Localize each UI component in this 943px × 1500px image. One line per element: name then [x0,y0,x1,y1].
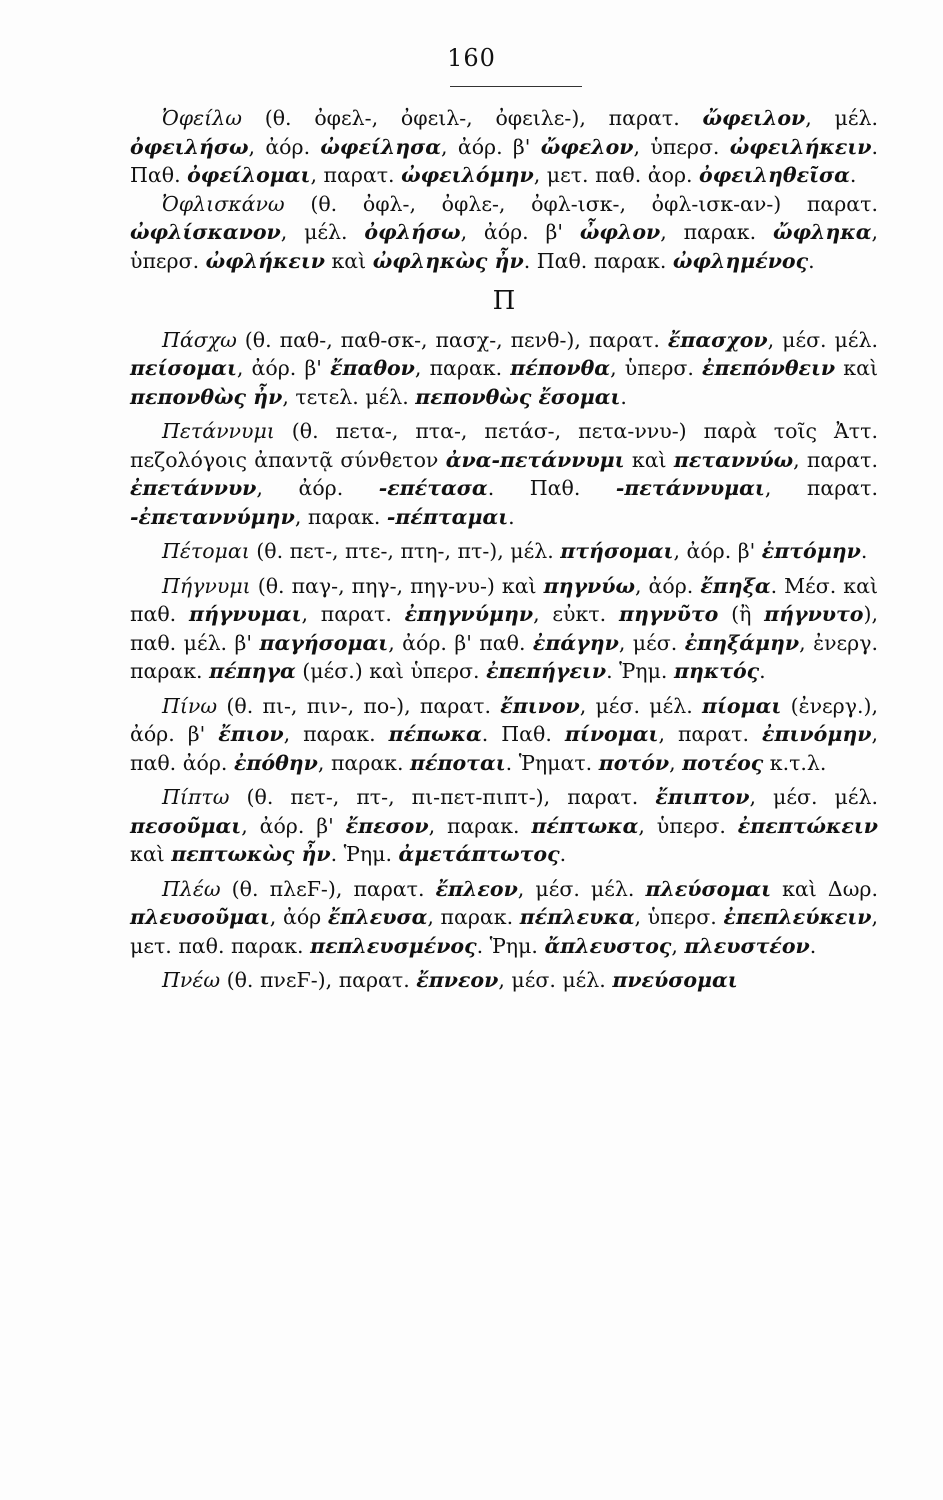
gloss-text: , ὑπερσ. [634,905,724,929]
gloss-text: , μέσ. μέλ. [579,693,702,718]
verb-form: ἔπνεον [416,968,499,992]
gloss-text: (ἐνεργ.), ἀόρ. β' [130,693,878,746]
verb-form: πηγνῦτο [618,602,719,626]
gloss-text: , μέσ. μέλ. [517,876,646,901]
verb-form: ἐπεπόνθειν [702,356,836,380]
verb-form: ἄπλευστος [544,933,672,958]
verb-form: ἐπεπήγειν [486,659,607,683]
headword: Πέτομαι [162,539,250,563]
verb-form: πέπτωκα [531,813,639,838]
gloss-text: κ.τ.λ. [763,750,827,775]
gloss-text: (θ. πνεϜ-), παρατ. [220,968,417,992]
verb-form: πεπλευσμένος [310,933,477,958]
gloss-text: (θ. πλεϜ-), παρατ. [220,876,436,901]
gloss-text: , ἀόρ. β' [673,539,762,563]
gloss-text: (θ. πετα-, πτα-, πετάσ-, πετα-ννυ-) παρὰ τοῖς Ἀττ. πεζολόγοις ἀπαντᾷ σύνθετον [130,419,878,472]
entry-pino [130,692,878,778]
gloss-text: (θ. πετ-, πτ-, πι-πετ-πιπτ-), παρατ. [229,785,656,809]
entry-petomai [130,537,878,566]
headword: Πίνω [162,693,218,718]
gloss-text: , ὑπερσ. [638,813,738,838]
verb-form: πέπονθα [510,356,611,380]
verb-form: ὠφλίσκανον [130,220,281,244]
headword: Πίπτω [162,785,230,809]
gloss-text: (θ. παγ-, πηγ-, πηγ-νυ-) καὶ [250,573,544,598]
gloss-text: , ἀόρ. β' [441,134,541,159]
gloss-text: , ἀόρ. β' παθ. [388,630,533,655]
gloss-text: , [669,750,683,775]
gloss-text: καὶ [835,356,878,380]
verb-form: ὠφειλήκειν [729,134,872,159]
gloss-text: . [759,659,766,683]
verb-form: ἔπαθον [330,356,415,380]
gloss-text: . Ῥημ. [476,933,545,958]
gloss-text: (θ. πι-, πιν-, πο-), παρατ. [217,693,501,718]
gloss-text: . [559,842,567,866]
gloss-text: , ἀόρ. [635,573,701,598]
verb-form: πεσοῦμαι [130,813,242,838]
gloss-text: , παρατ. [793,447,878,472]
gloss-text: , ἀόρ [269,905,328,929]
verb-form: πήγνυμαι [188,602,302,626]
gloss-text: , ἀόρ. [256,476,379,500]
verb-form: πείσομαι [130,356,237,380]
verb-form: ἐπηξάμην [684,630,800,655]
gloss-text: , μετ. παθ. ἀορ. [533,163,700,187]
verb-form: πίνομαι [564,722,659,746]
verb-form: ὠφειλόμην [401,163,534,187]
verb-form: ἐπηγνύμην [404,602,534,626]
gloss-text: , παρατ. [301,602,405,626]
verb-form: πλεύσομαι [645,876,772,901]
gloss-text: , [671,933,685,958]
verb-form: ὠφείλησα [320,134,442,159]
verb-form: ποτέος [682,750,764,775]
headword: Πλέω [162,876,221,901]
entry-ofeilo [130,104,878,190]
verb-form: πλευστέον [684,933,810,958]
verb-form: ἐπινόμην [762,722,872,746]
gloss-text: , παθ. ἀόρ. [130,722,878,775]
gloss-text: , παρακ. [414,356,511,380]
gloss-text: , μέσ. μέλ. [498,968,613,992]
verb-form: πλευσοῦμαι [130,905,270,929]
gloss-text: , ἐνεργ. παρακ. [130,630,878,683]
verb-form: ὀφλήσω [364,220,461,244]
gloss-text: , μέλ. [805,106,878,130]
gloss-text: . Παθ. παρακ. [523,248,673,273]
verb-form: πέποται [410,750,506,775]
verb-form: ὀφείλομαι [187,163,311,187]
verb-form: πηγνύω [543,573,636,598]
gloss-text: , ἀόρ. β' [241,813,346,838]
entry-petannymi [130,417,878,531]
gloss-text: , μέσ. μέλ. [767,327,878,352]
gloss-text: . [860,539,868,563]
gloss-text: (θ. παθ-, παθ-σκ-, πασχ-, πενθ-), παρατ. [236,327,668,352]
verb-form: ὠφλημένος [672,248,809,273]
gloss-text: , μέλ. [280,220,365,244]
verb-form: -επέτασα [378,476,488,500]
verb-form: -ἐπεταννύμην [130,504,295,529]
verb-form: πίομαι [702,693,782,718]
headword: Πήγνυμι [162,573,251,598]
gloss-text: , μετ. παθ. παρακ. [130,905,878,958]
verb-form: πεπτωκὼς ἦν [171,842,331,866]
entry-pascho [130,326,878,412]
gloss-text: , παρατ. [658,722,763,746]
verb-form: ὀφειληθεῖσα [699,163,850,187]
entry-pleo [130,875,878,961]
gloss-text: , παρακ. [427,905,520,929]
gloss-text: (θ. ὀφλ-, ὀφλε-, ὀφλ-ισκ-, ὀφλ-ισκ-αν-) παρατ. [284,191,878,216]
verb-form: ὀφειλήσω [130,134,249,159]
entry-pipto [130,783,878,869]
gloss-text: καὶ [624,447,674,472]
verb-form: παγήσομαι [259,630,389,655]
gloss-text: . Παθ. [130,134,878,187]
verb-form: πεταννύω [673,447,794,472]
headword: Πάσχω [162,327,237,352]
gloss-text: καὶ Δωρ. [771,876,878,901]
verb-form: ἐπεπλεύκειν [723,905,872,929]
verb-form: ἔπασχον [667,327,768,352]
verb-form: πνεύσομαι [612,968,738,992]
verb-form: -πέπταμαι [386,504,509,529]
gloss-text: . Μέσ. καὶ παθ. [130,573,878,626]
gloss-text: . Παθ. [487,476,616,500]
verb-form: ἐπτόμην [761,539,861,563]
verb-form: ἔπηξα [700,573,771,598]
verb-form: -πετάννυμαι [615,476,765,500]
verb-form: ὤφελον [540,134,634,159]
verb-form: ἔπεσον [345,813,429,838]
verb-form: πεπονθὼς ἦν [130,384,283,409]
verb-form: ἔπλευσα [327,905,428,929]
gloss-text: , παρακ. [428,813,532,838]
gloss-text: . [808,248,815,273]
gloss-text: , ἀόρ. β' [236,356,331,380]
gloss-text: , μέσ. μέλ. [749,785,878,809]
gloss-text: (θ. ὀφελ-, ὀφειλ-, ὀφειλε-), παρατ. [241,106,703,130]
gloss-text: , ὑπερσ. [633,134,730,159]
header-rule [450,86,582,87]
headword: Πνέω [162,968,221,992]
verb-form: ὦφλον [579,220,661,244]
verb-form: ἐπάγην [532,630,619,655]
gloss-text: καὶ [324,248,373,273]
gloss-text: . [620,384,627,409]
verb-form: πέπλευκα [519,905,635,929]
gloss-text: , ἀόρ. [248,134,321,159]
entry-ofliskano [130,190,878,276]
gloss-text: , μέσ. [618,630,685,655]
page-body [130,104,878,995]
gloss-text: , παρακ. [283,722,389,746]
gloss-text: , ὑπερσ. [130,220,879,273]
entry-pegnymi [130,572,878,686]
verb-form: ὠφλήκειν [205,248,325,273]
verb-form: ὤφληκα [772,220,872,244]
entry-pneo [130,966,878,995]
verb-form: ποτόν [598,750,670,775]
gloss-text: ), παθ. μέλ. β' [130,602,878,655]
verb-form: ἀνα-πετάννυμι [445,447,625,472]
gloss-text: , τετελ. μέλ. [282,384,416,409]
gloss-text: . Ῥηματ. [505,750,599,775]
gloss-text: καὶ [130,842,172,866]
section-letter: Π [492,286,516,316]
gloss-text: , ἀόρ. β' [460,220,580,244]
gloss-text: , παρακ. [294,504,387,529]
verb-form: πτήσομαι [560,539,674,563]
gloss-text: . Ῥημ. [330,842,399,866]
verb-form: ἔπιπτον [655,785,750,809]
gloss-text: , παρατ. [310,163,402,187]
verb-form: ὤφειλον [702,106,806,130]
gloss-text: , παρατ. [764,476,878,500]
verb-form: ἐπετάννυν [130,476,257,500]
verb-form: πήγνυτο [764,602,864,626]
gloss-text: . Ῥημ. [606,659,674,683]
headword: Πετάννυμι [162,419,275,443]
verb-form: πέπηγα [209,659,296,683]
gloss-text: (ἢ [718,602,765,626]
headword: Ὀφλισκάνω [162,191,285,216]
gloss-text: , ὑπερσ. [610,356,703,380]
verb-form: ἔπιον [218,722,284,746]
verb-form: πέπωκα [388,722,482,746]
verb-form: ἐπόθην [233,750,318,775]
gloss-text: . [849,163,857,187]
gloss-text: , παρακ. [317,750,411,775]
gloss-text: , παρακ. [660,220,773,244]
verb-form: ἔπινον [500,693,580,718]
gloss-text: (μέσ.) καὶ ὑπερσ. [295,659,487,683]
gloss-text: . [508,504,515,529]
verb-form: ἀμετάπτωτος [398,842,560,866]
verb-form: ἔπλεον [435,876,518,901]
gloss-text: , εὐκτ. [533,602,619,626]
gloss-text: . Παθ. [481,722,565,746]
verb-form: ἐπεπτώκειν [737,813,878,838]
verb-form: πηκτός [673,659,760,683]
verb-form: ὠφληκὼς ἦν [372,248,524,273]
gloss-text: (θ. πετ-, πτε-, πτη-, πτ-), μέλ. [249,539,561,563]
verb-form: πεπονθὼς ἔσομαι [415,384,621,409]
headword: Ὀφείλω [162,106,242,130]
gloss-text: . [809,933,817,958]
page-number: 160 [447,44,496,72]
